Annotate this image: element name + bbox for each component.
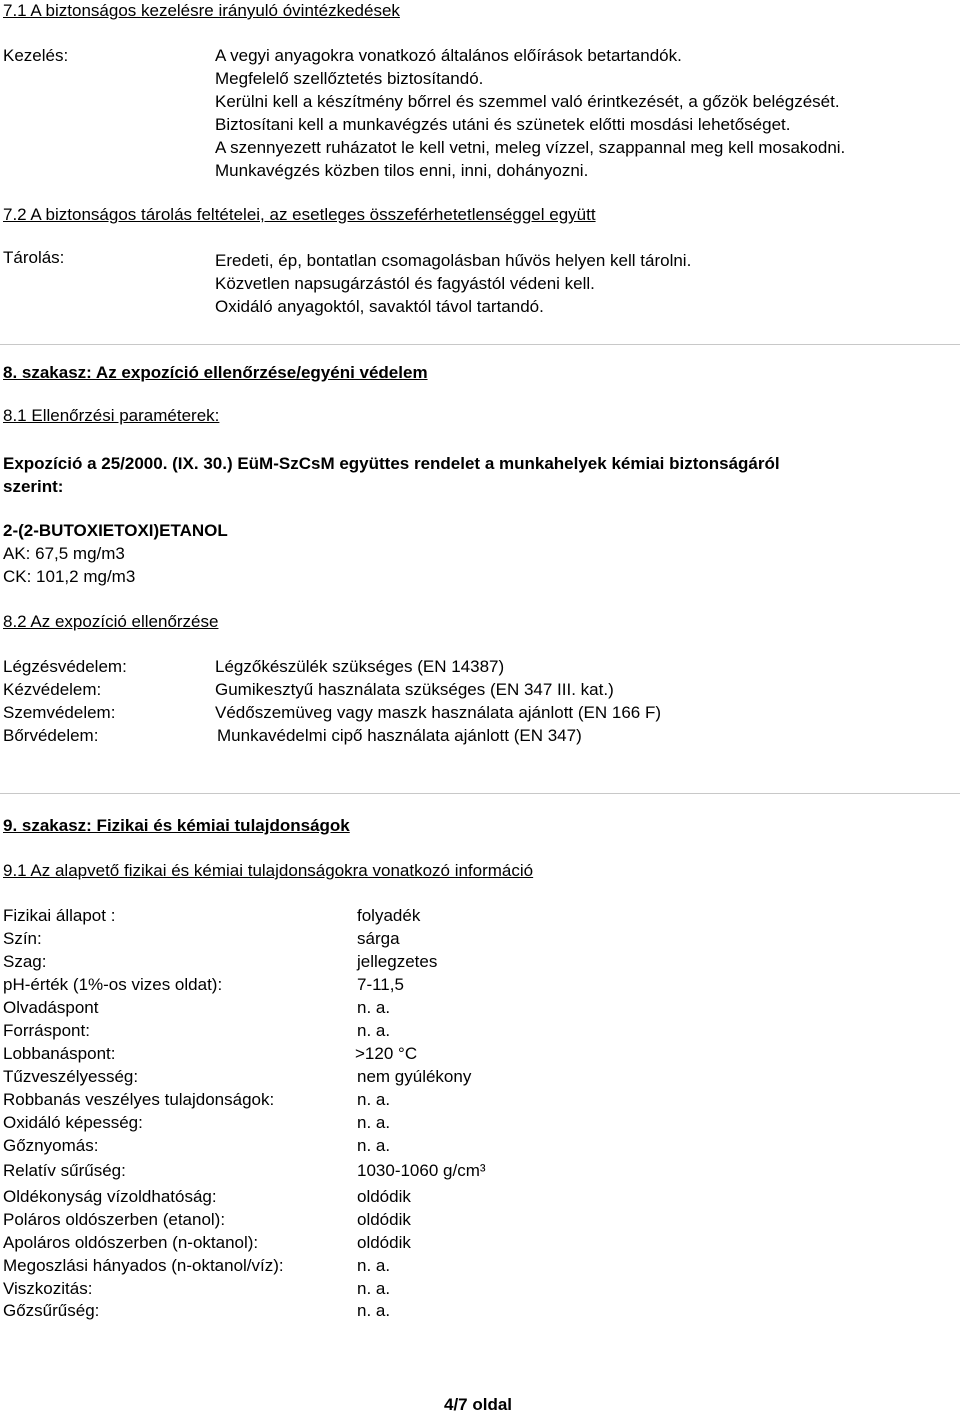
handling-line: Megfelelő szellőztetés biztosítandó. bbox=[215, 69, 484, 88]
exposure-regulation: Expozíció a 25/2000. (IX. 30.) EüM-SzCsM együttes rendelet a munkahelyek kémiai biztonságáról bbox=[3, 454, 780, 473]
property-value: 1030-1060 g/cm³ bbox=[357, 1161, 486, 1180]
property-value: nem gyúlékony bbox=[357, 1067, 472, 1086]
ck-value: CK: 101,2 mg/m3 bbox=[3, 567, 136, 586]
property-label: Forráspont: bbox=[3, 1021, 90, 1040]
property-label: Viszkozitás: bbox=[3, 1279, 93, 1298]
storage-line: Közvetlen napsugárzástól és fagyástól védeni kell. bbox=[215, 274, 595, 293]
property-label: Relatív sűrűség: bbox=[3, 1161, 126, 1180]
property-label: Oxidáló képesség: bbox=[3, 1113, 143, 1132]
property-label: Megoszlási hányados (n-oktanol/víz): bbox=[3, 1256, 284, 1275]
handling-line: Biztosítani kell a munkavégzés utáni és szünetek előtti mosdási lehetőséget. bbox=[215, 115, 791, 134]
section-9-title: 9. szakasz: Fizikai és kémiai tulajdonságok bbox=[3, 816, 350, 835]
divider bbox=[0, 344, 960, 345]
property-value: n. a. bbox=[357, 1256, 391, 1275]
property-label: Oldékonyság vízoldhatóság: bbox=[3, 1187, 217, 1206]
protection-label: Légzésvédelem: bbox=[3, 657, 127, 676]
property-label: Gőzsűrűség: bbox=[3, 1301, 100, 1320]
protection-label: Kézvédelem: bbox=[3, 680, 102, 699]
storage-label: Tárolás: bbox=[3, 248, 65, 267]
protection-label: Bőrvédelem: bbox=[3, 726, 99, 745]
handling-line: Kerülni kell a készítmény bőrrel és szemmel való érintkezését, a gőzök belégzését. bbox=[215, 92, 840, 111]
property-label: Szín: bbox=[3, 929, 42, 948]
storage-line: Eredeti, ép, bontatlan csomagolásban hűvös helyen kell tárolni. bbox=[215, 251, 692, 270]
handling-line: Munkavégzés közben tilos enni, inni, dohányozni. bbox=[215, 161, 589, 180]
handling-line: A vegyi anyagokra vonatkozó általános előírások betartandók. bbox=[215, 46, 682, 65]
property-value: n. a. bbox=[357, 1113, 391, 1132]
substance-name: 2-(2-BUTOXIETOXI)ETANOL bbox=[3, 521, 228, 540]
property-value: oldódik bbox=[357, 1210, 411, 1229]
property-value: 7-11,5 bbox=[357, 975, 404, 994]
section-9-1-title: 9.1 Az alapvető fizikai és kémiai tulajdonságokra vonatkozó információ bbox=[3, 861, 534, 880]
protection-value: Gumikesztyű használata szükséges (EN 347 III. kat.) bbox=[215, 680, 614, 699]
property-label: Poláros oldószerben (etanol): bbox=[3, 1210, 226, 1229]
property-value: n. a. bbox=[357, 1279, 391, 1298]
property-label: Lobbanáspont: bbox=[3, 1044, 116, 1063]
handling-line: A szennyezett ruházatot le kell vetni, meleg vízzel, szappannal meg kell mosakodni. bbox=[215, 138, 846, 157]
protection-label: Szemvédelem: bbox=[3, 703, 116, 722]
property-value: n. a. bbox=[357, 1090, 391, 1109]
section-7-1-title: 7.1 A biztonságos kezelésre irányuló óvintézkedések bbox=[3, 1, 400, 20]
property-label: Robbanás veszélyes tulajdonságok: bbox=[3, 1090, 275, 1109]
storage-line: Oxidáló anyagoktól, savaktól távol tartandó. bbox=[215, 297, 544, 316]
protection-value: Védőszemüveg vagy maszk használata ajánlott (EN 166 F) bbox=[215, 703, 662, 722]
property-value: n. a. bbox=[357, 998, 391, 1017]
property-label: Tűzveszélyesség: bbox=[3, 1067, 139, 1086]
property-label: Fizikai állapot : bbox=[3, 906, 116, 925]
property-value: sárga bbox=[357, 929, 400, 948]
page-number: 4/7 oldal bbox=[444, 1395, 513, 1414]
exposure-regulation-cont: szerint: bbox=[3, 477, 64, 496]
property-value: folyadék bbox=[357, 906, 421, 925]
handling-label: Kezelés: bbox=[3, 46, 69, 65]
property-label: Olvadáspont bbox=[3, 998, 99, 1017]
property-value: n. a. bbox=[357, 1301, 391, 1320]
ak-value: AK: 67,5 mg/m3 bbox=[3, 544, 125, 563]
section-8-1-title: 8.1 Ellenőrzési paraméterek: bbox=[3, 406, 220, 425]
section-8-2-title: 8.2 Az expozíció ellenőrzése bbox=[3, 612, 219, 631]
property-value: oldódik bbox=[357, 1187, 411, 1206]
property-label: pH-érték (1%-os vizes oldat): bbox=[3, 975, 223, 994]
property-value: jellegzetes bbox=[357, 952, 438, 971]
divider bbox=[0, 793, 960, 794]
property-label: Szag: bbox=[3, 952, 47, 971]
protection-value: Légzőkészülék szükséges (EN 14387) bbox=[215, 657, 505, 676]
property-value: >120 °C bbox=[355, 1044, 418, 1063]
section-8-title: 8. szakasz: Az expozíció ellenőrzése/egyéni védelem bbox=[3, 363, 428, 382]
property-label: Apoláros oldószerben (n-oktanol): bbox=[3, 1233, 259, 1252]
property-value: oldódik bbox=[357, 1233, 411, 1252]
section-7-2-title: 7.2 A biztonságos tárolás feltételei, az esetleges összeférhetetlenséggel együtt bbox=[3, 205, 596, 224]
property-label: Gőznyomás: bbox=[3, 1136, 99, 1155]
protection-value: Munkavédelmi cipő használata ajánlott (EN 347) bbox=[217, 726, 582, 745]
property-value: n. a. bbox=[357, 1021, 391, 1040]
property-value: n. a. bbox=[357, 1136, 391, 1155]
